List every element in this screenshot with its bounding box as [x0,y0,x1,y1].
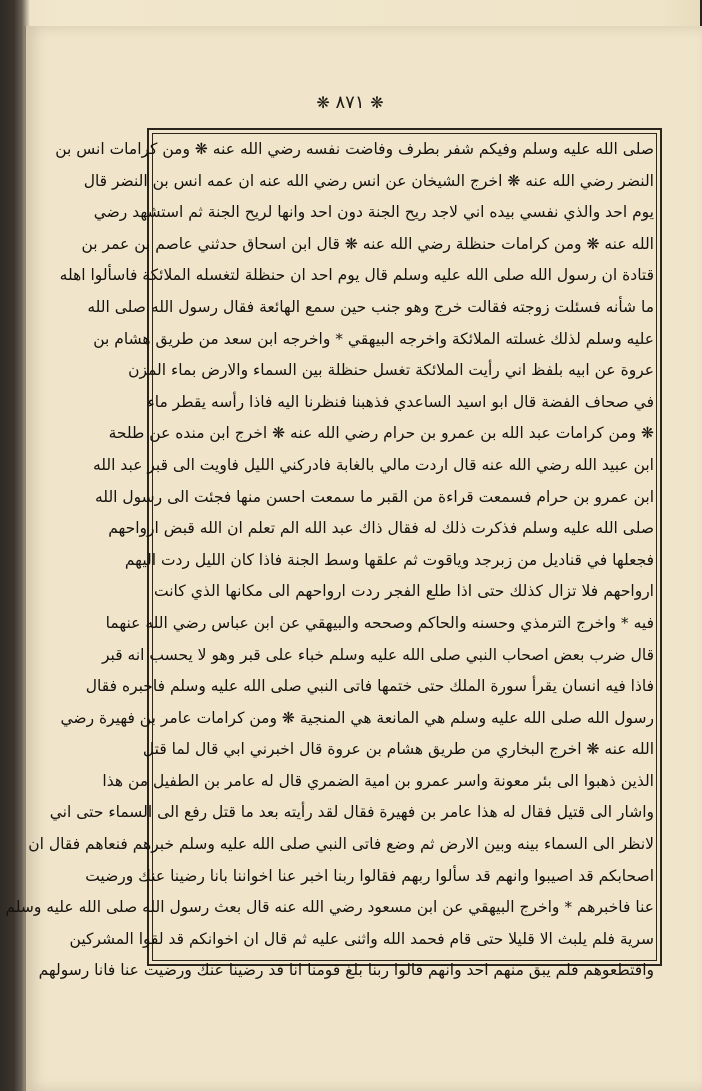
text-line: الذين ذهبوا الى بئر معونة واسر عمرو بن امية الضمري قال له عامر بن الطفيل من هذا [102,771,654,790]
text-line: واقتطعوهم فلم يبق منهم احد وانهم قالوا ربنا بلغ قومنا انا قد رضينا عنك ورضيت عنا فانا رسولهم [38,961,654,980]
ornament-icon: ❋ [370,93,384,112]
text-line: عنا فاخبرهم * واخرج البيهقي عن ابن مسعود رضي الله عنه قال بعث رسول الله صلى الله عليه وسلم [5,898,654,917]
text-line: قتادة ان رسول الله صلى الله عليه وسلم قال يوم احد ان حنظلة لتغسله الملائكة فاسألوا اهله [59,266,654,285]
text-line: سرية فلم يلبث الا قليلا حتى قام فحمد الله واثنى عليه ثم قال ان اخوانكم قد لقوا المشركين [69,929,654,948]
text-line: النضر رضي الله عنه ❋ اخرج الشيخان عن انس رضي الله عنه ان عمه انس بن النضر قال [83,171,654,190]
text-line: قال ضرب بعض اصحاب النبي صلى الله عليه وسلم خباء على قبر وهو لا يحسب انه قبر [101,645,654,664]
text-line: صلى الله عليه وسلم فذكرت ذلك له فقال ذاك عبد الله الم تعلم ان الله قبض ارواحهم [108,519,654,538]
text-line: يوم احد والذي نفسي بيده اني لاجد ريح الجنة دون احد وانها لريح الجنة ثم استشهد رضي [93,203,654,222]
text-line: ارواحهم فلا تزال كذلك حتى اذا طلع الفجر ردت ارواحهم الى مكانها الذي كانت [154,582,654,601]
text-line: فجعلها في قناديل من زبرجد وياقوت ثم علقها وسط الجنة فاذا كان الليل ردت اليهم [124,550,654,569]
text-line: ابن عمرو بن حرام فسمعت قراءة من القبر ما سمعت احسن منها فجئت الى رسول الله [95,487,654,506]
text-line: الله عنه ❋ ومن كرامات حنظلة رضي الله عنه ❋ قال ابن اسحاق حدثني عاصم بن عمر بن [81,234,654,253]
text-line: عليه وسلم لذلك غسلته الملائكة واخرجه البيهقي * واخرجه ابن سعد من طريق هشام بن [93,329,654,348]
text-line: لانظر الى السماء بينه وبين الارض ثم وضع فاتى النبي صلى الله عليه وسلم خبرهم فنعاهم فقال ان [28,835,654,854]
page-header [0,92,700,113]
text-line: واشار الى قتيل فقال له هذا عامر بن فهيرة فقال لقد رأيته بعد ما قتل رفع الى السماء حتى اني [49,803,654,822]
ornament-icon: ❋ [316,93,330,112]
page-number: ٨٧١ [335,92,365,113]
text-line: رسول الله صلى الله عليه وسلم هي المانعة هي المنجية ❋ ومن كرامات عامر بن فهيرة رضي [60,708,654,727]
text-line: فاذا فيه انسان يقرأ سورة الملك حتى ختمها فاتى النبي صلى الله عليه وسلم فاخبره فقال [85,677,654,696]
text-line: ❋ ومن كرامات عبد الله بن عمرو بن حرام رضي الله عنه ❋ اخرج ابن منده عن طلحة [108,424,654,443]
text-line: اصحابكم قد اصيبوا وانهم قد سألوا ربهم فقالوا ربنا اخبر عنا اخواننا بانا رضينا عنك ورضيت [85,866,654,885]
text-line: الله عنه ❋ اخرج البخاري من طريق هشام بن عروة قال اخبرني ابي قال لما قتل [142,740,654,759]
body-text [5,134,654,980]
text-line: ابن عبيد الله رضي الله عنه قال اردت مالي بالغابة فادركني الليل فاويت الى قبر عبد الله [92,455,654,474]
text-line: عروة عن ابيه بلفظ اني رأيت الملائكة تغسل حنظلة بين السماء والارض بماء المزن [128,361,654,380]
text-line: فيه * واخرج الترمذي وحسنه والحاكم وصححه والبيهقي عن ابن عباس رضي الله عنهما [105,613,654,632]
text-line: في صحاف الفضة قال ابو اسيد الساعدي فذهبنا فنظرنا اليه فاذا رأسه يقطر ماء [147,392,654,411]
text-line: صلى الله عليه وسلم وفيكم شفر بطرف وفاضت نفسه رضي الله عنه ❋ ومن كرامات انس بن [55,140,654,158]
text-line: ما شأنه فسئلت زوجته فقالت خرج وهو جنب حين سمع الهائعة فقال رسول الله صلى الله [87,297,654,316]
